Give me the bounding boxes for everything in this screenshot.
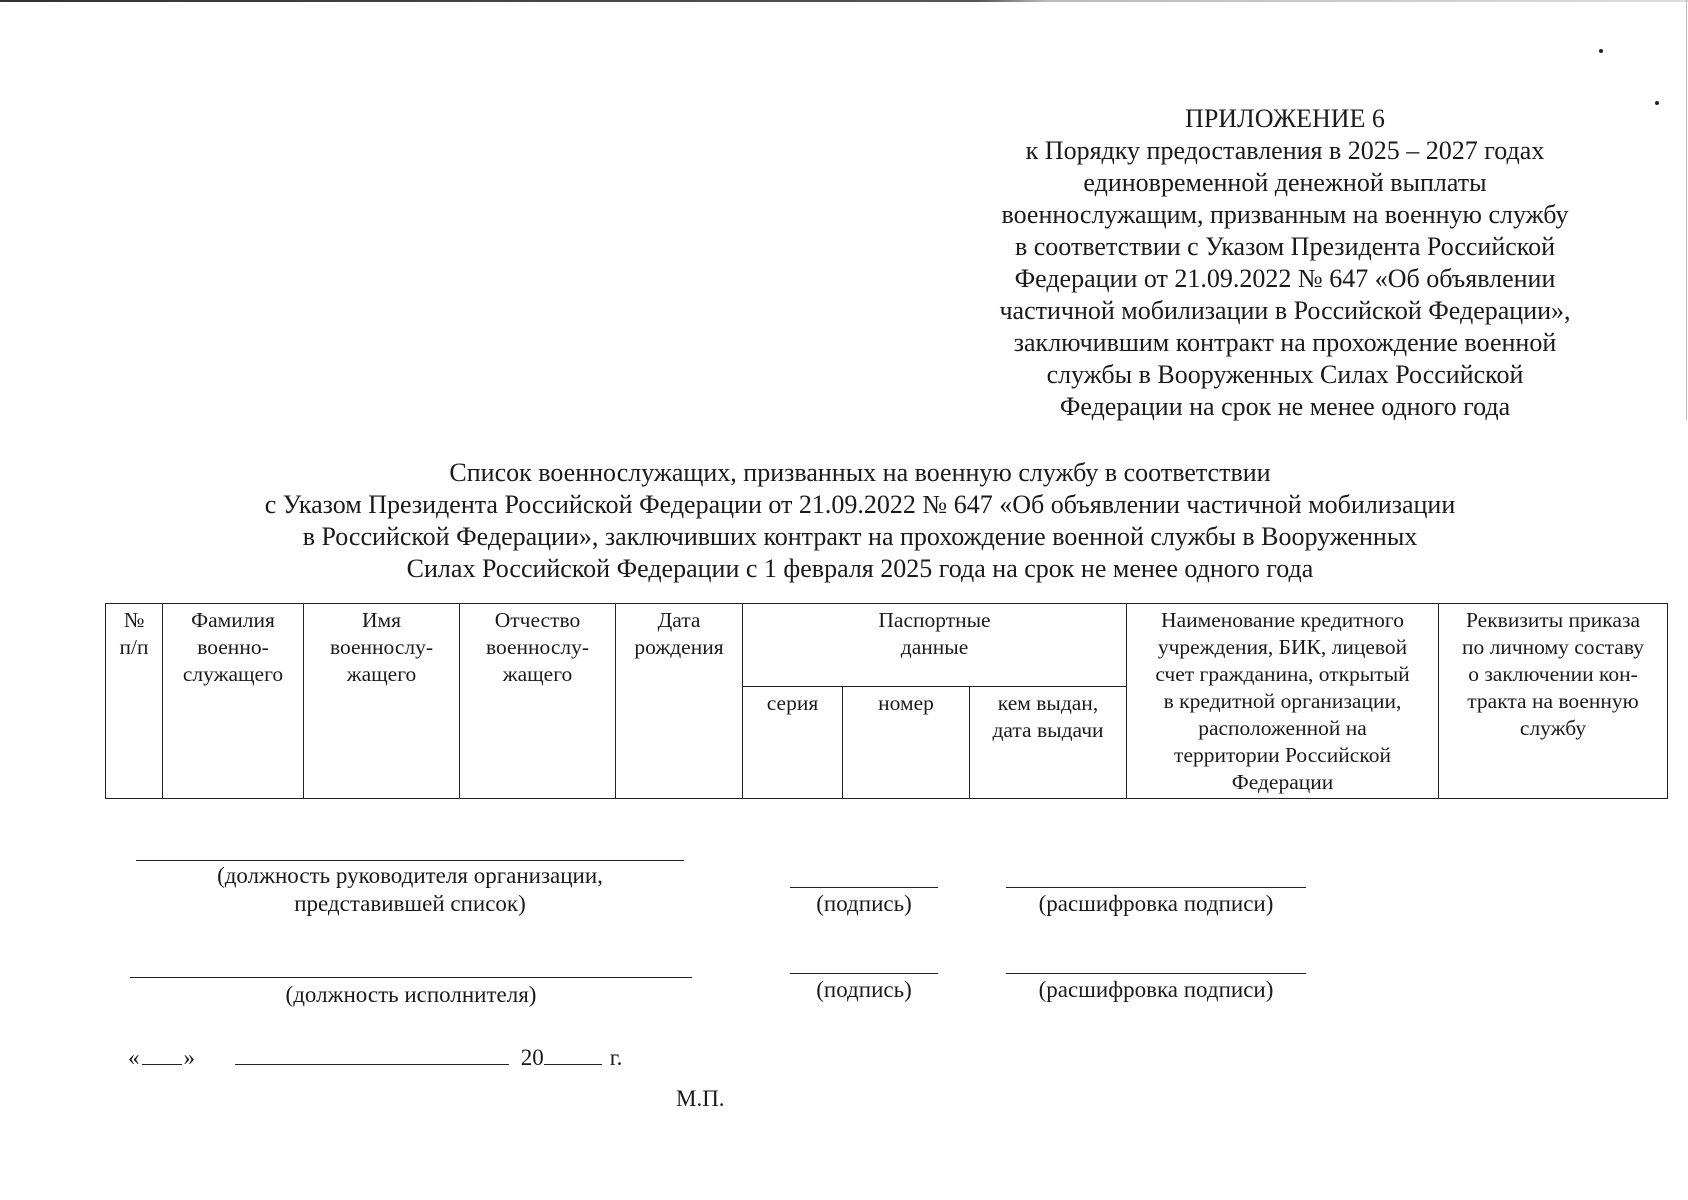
head-signature-line [790, 887, 938, 888]
executor-decoding-caption: (расшифровка подписи) [1038, 977, 1274, 1002]
head-decoding-line [1006, 887, 1306, 888]
appendix-line: Федерации от 21.09.2022 № 647 «Об объявлении [1014, 264, 1556, 293]
year-prefix: 20 [520, 1045, 544, 1070]
header-cell-patronymic: Отчество военнослу- жащего [460, 604, 616, 799]
year-blank [544, 1064, 602, 1065]
header-cell-passport-number: номер [843, 686, 970, 798]
list-title-line: Список военнослужащих, призванных на военную службу в соответствии [449, 458, 1271, 487]
list-title-line: с Указом Президента Российской Федерации от 21.09.2022 № 647 «Об объявлении частичной мобилизации [264, 490, 1456, 519]
executor-signature-caption: (подпись) [816, 977, 912, 1002]
appendix-line: в соответствии с Указом Президента Российской [1014, 232, 1556, 261]
head-signature-caption: (подпись) [816, 891, 912, 916]
date-close-quote: » [183, 1045, 195, 1070]
appendix-line: Федерации на срок не менее одного года [1059, 392, 1511, 421]
scan-edge-right [1686, 0, 1687, 420]
appendix-line: службы в Вооруженных Силах Российской [1046, 360, 1524, 389]
executor-position-line [130, 977, 692, 978]
header-cell-bank: Наименование кредитного учреждения, БИК, лицевой счет гражданина, открытый в кредитной организации, расположенной на территории Российской Федерации [1127, 604, 1439, 799]
appendix-line: военнослужащим, призванным на военную службу [1001, 200, 1569, 229]
executor-decoding-line [1006, 973, 1306, 974]
appendix-line: заключившим контракт на прохождение военной [1013, 328, 1557, 357]
servicemen-table [105, 603, 1668, 799]
header-cell-issued: кем выдан, дата выдачи [970, 686, 1127, 798]
scan-speck [1599, 49, 1603, 53]
scan-speck [1655, 101, 1659, 105]
executor-signature-line [790, 973, 938, 974]
day-blank [142, 1064, 182, 1065]
appendix-header [935, 103, 1635, 423]
list-title [120, 457, 1600, 585]
header-cell-order: Реквизиты приказа по личному составу о заключении кон- тракта на военную службу [1439, 604, 1668, 799]
head-position-caption: (должность руководителя организации, представившей список) [217, 863, 603, 916]
stamp-place: М.П. [676, 1086, 725, 1111]
appendix-line: к Порядку предоставления в 2025 – 2027 годах [1025, 136, 1545, 165]
header-cell-series: серия [743, 686, 843, 798]
appendix-line: единовременной денежной выплаты [1083, 168, 1487, 197]
appendix-title: ПРИЛОЖЕНИЕ 6 [1185, 104, 1385, 133]
appendix-line: частичной мобилизации в Российской Федерации», [999, 296, 1571, 325]
executor-position-caption: (должность исполнителя) [285, 982, 537, 1007]
list-title-line: Силах Российской Федерации с 1 февраля 2025 года на срок не менее одного года [406, 554, 1314, 583]
scan-edge-top [0, 0, 1688, 2]
header-cell-passport: Паспортные данные [743, 604, 1127, 687]
header-cell-surname: Фамилия военно- служащего [163, 604, 304, 799]
header-cell-birthdate: Дата рождения [616, 604, 743, 799]
head-position-line [136, 860, 684, 861]
year-suffix: г. [609, 1045, 623, 1070]
list-title-line: в Российской Федерации», заключивших контракт на прохождение военной службы в Вооруженных [302, 522, 1418, 551]
month-blank [235, 1064, 509, 1065]
head-decoding-caption: (расшифровка подписи) [1038, 891, 1274, 916]
header-cell-number: № п/п [106, 604, 163, 799]
date-row [128, 1044, 622, 1072]
date-open-quote: « [128, 1045, 140, 1070]
header-cell-name: Имя военнослу- жащего [304, 604, 460, 799]
